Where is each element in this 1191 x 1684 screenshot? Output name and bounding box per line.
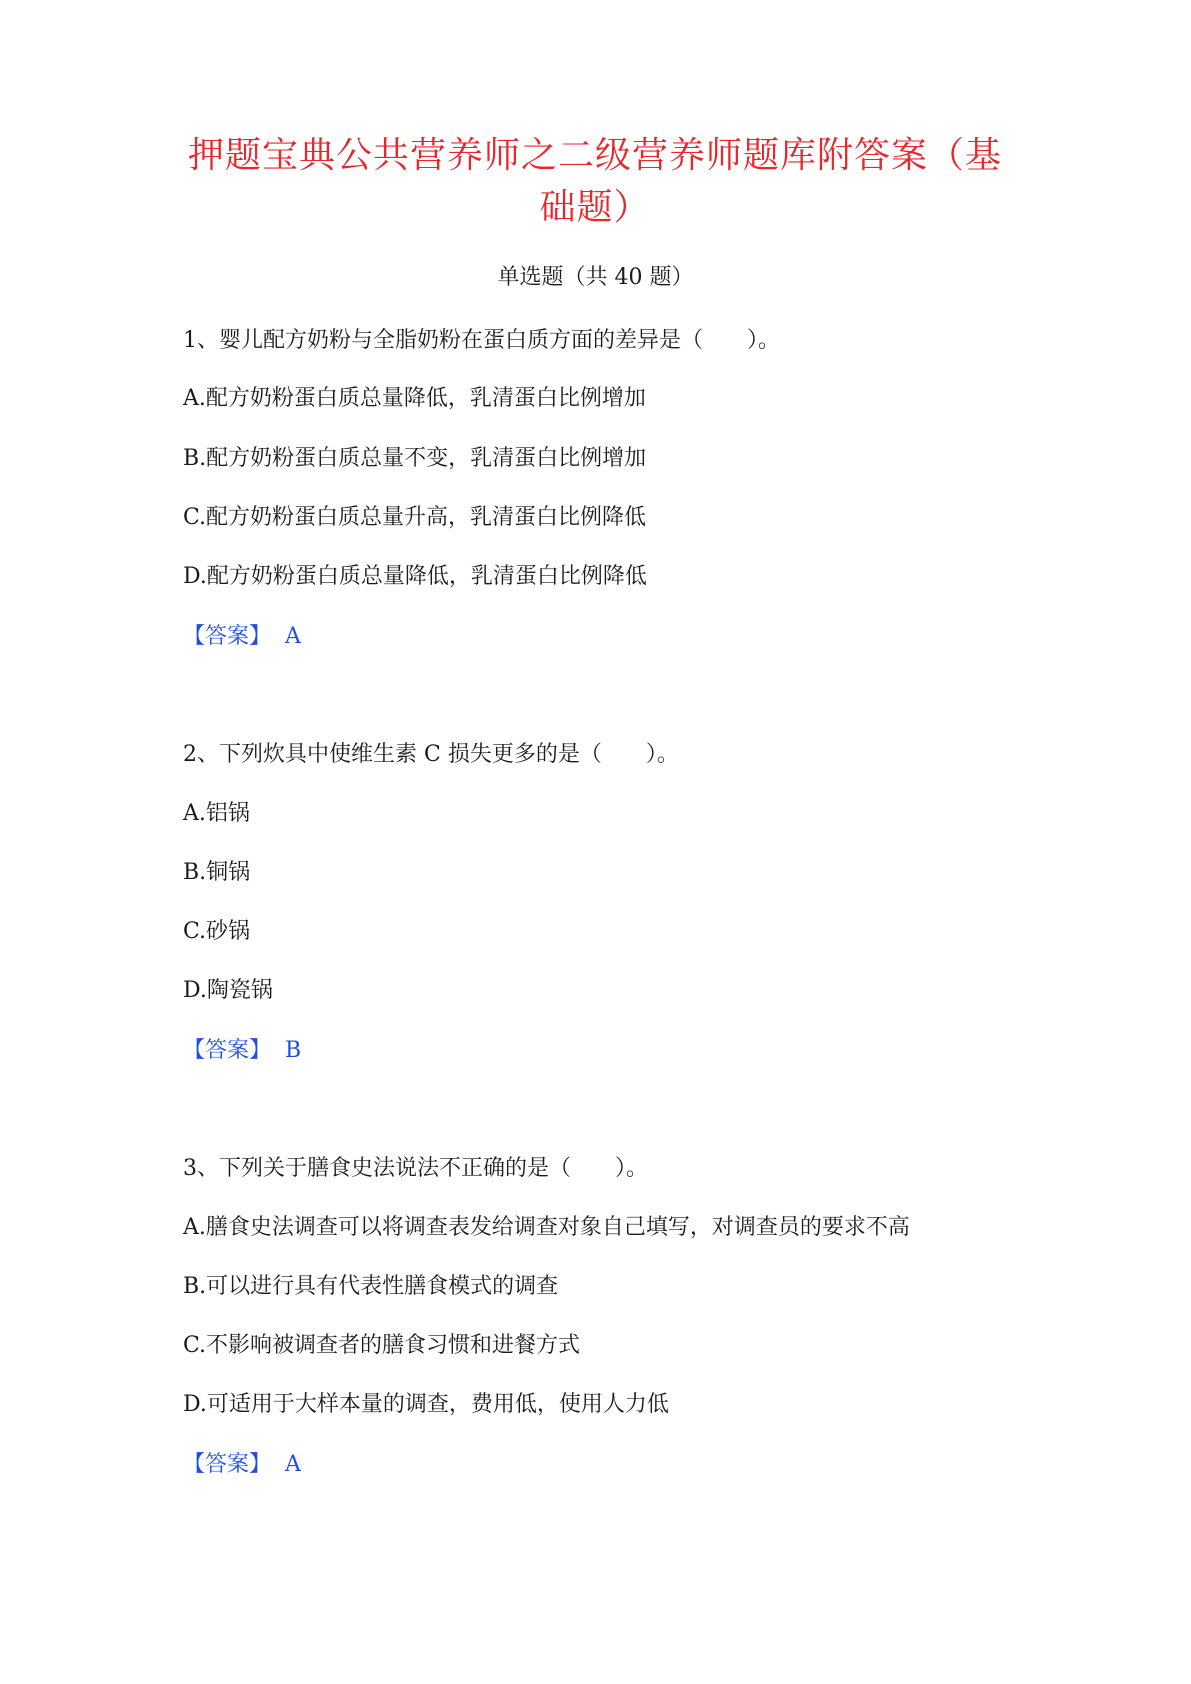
- question-1-option-d: D.配方奶粉蛋白质总量降低，乳清蛋白比例降低: [183, 564, 647, 589]
- answer-value: A: [285, 1452, 301, 1477]
- question-3-option-a: A.膳食史法调查可以将调查表发给调查对象自己填写，对调查员的要求不高: [183, 1215, 910, 1240]
- answer-value: B: [285, 1038, 302, 1063]
- question-2-option-c: C.砂锅: [183, 919, 251, 944]
- question-2-option-d: D.陶瓷锅: [183, 978, 273, 1003]
- answer-value: A: [285, 624, 301, 649]
- question-3-answer: [183, 1450, 301, 1480]
- question-1-option-b: B.配方奶粉蛋白质总量不变，乳清蛋白比例增加: [183, 446, 647, 471]
- question-2-option-a: A.铝锅: [183, 801, 250, 826]
- question-1-answer: [183, 622, 301, 652]
- question-1-option-a: A.配方奶粉蛋白质总量降低，乳清蛋白比例增加: [183, 386, 646, 411]
- question-1-stem: 1、婴儿配方奶粉与全脂奶粉在蛋白质方面的差异是（ ）。: [183, 328, 780, 353]
- question-3-option-c: C.不影响被调查者的膳食习惯和进餐方式: [183, 1333, 581, 1358]
- question-1-option-c: C.配方奶粉蛋白质总量升高，乳清蛋白比例降低: [183, 505, 647, 530]
- question-2-answer: [183, 1036, 301, 1066]
- answer-label: 【答案】: [183, 1038, 272, 1063]
- question-2-option-b: B.铜锅: [183, 860, 251, 885]
- page-title: 押题宝典公共营养师之二级营养师题库附答案（基础题）: [187, 135, 1002, 228]
- question-3-option-b: B.可以进行具有代表性膳食模式的调查: [183, 1274, 559, 1299]
- answer-label: 【答案】: [183, 1452, 272, 1477]
- answer-label: 【答案】: [183, 624, 272, 649]
- section-heading: 单选题（共 40 题）: [497, 265, 694, 290]
- question-3-option-d: D.可适用于大样本量的调查，费用低，使用人力低: [183, 1392, 669, 1417]
- question-3-stem: 3、下列关于膳食史法说法不正确的是（ ）。: [183, 1156, 648, 1181]
- question-2-stem: 2、下列炊具中使维生素 C 损失更多的是（ ）。: [183, 742, 679, 767]
